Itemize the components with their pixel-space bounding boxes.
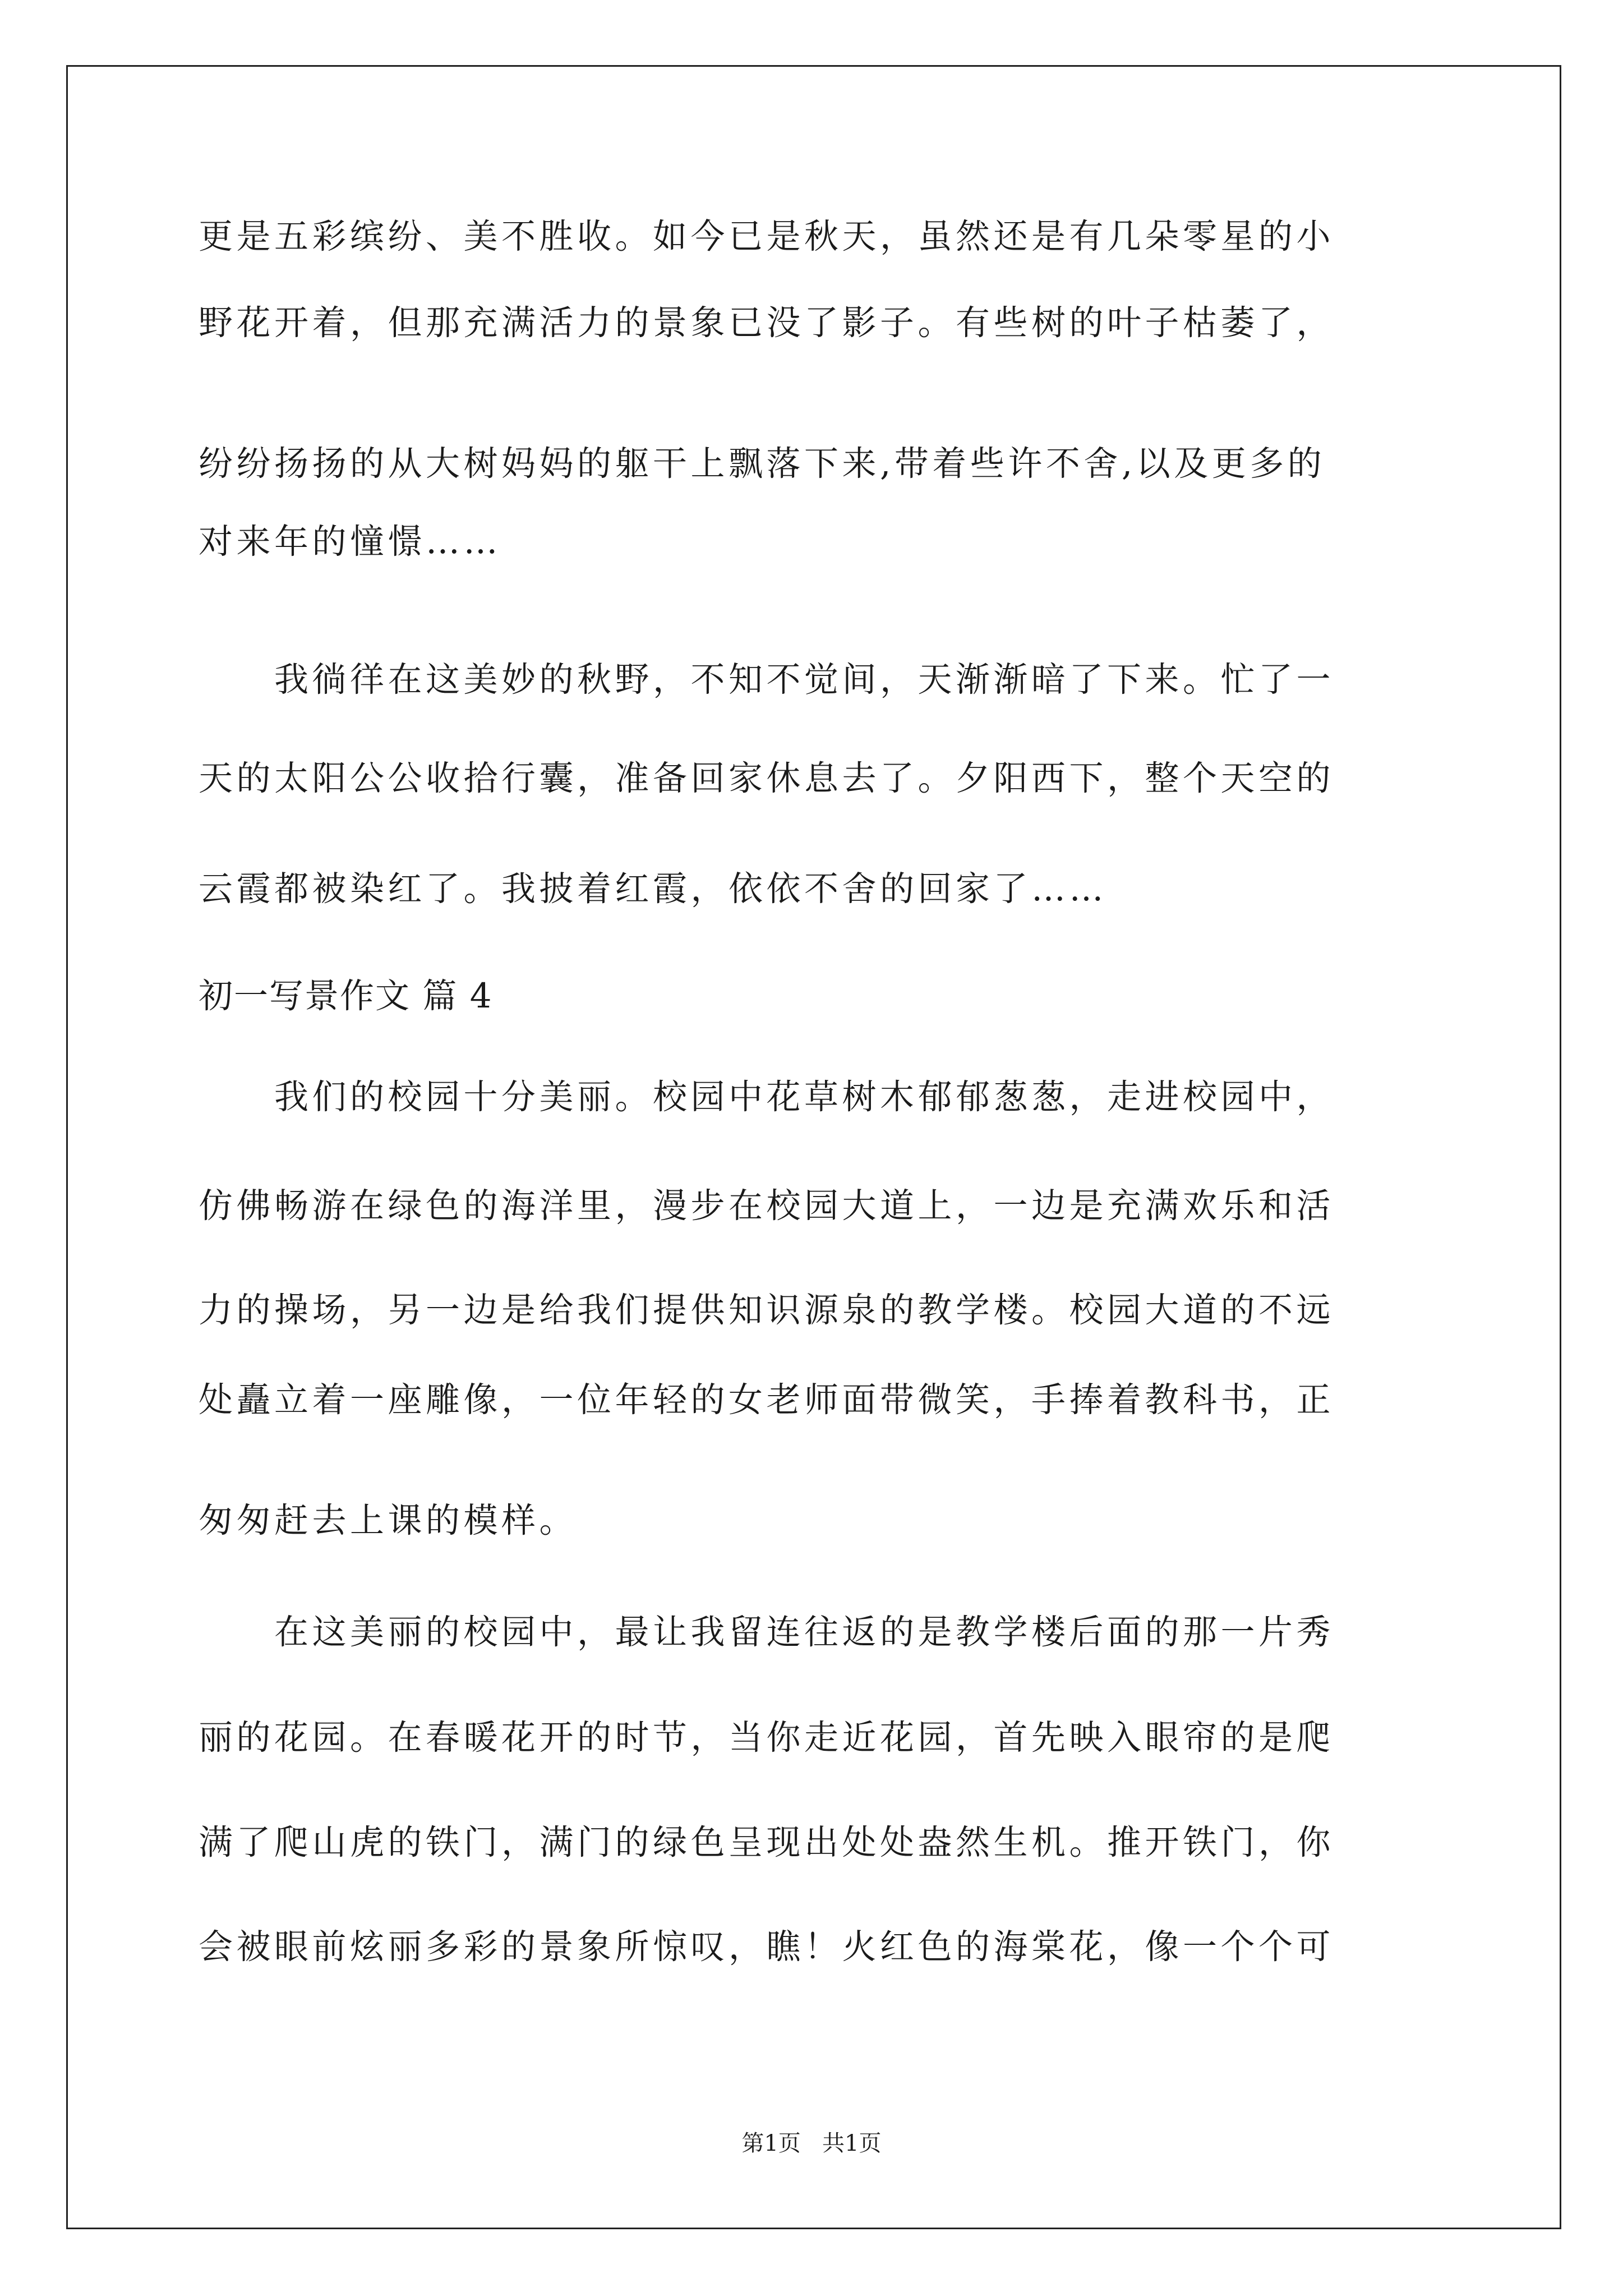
paragraph-line: 更是五彩缤纷、美不胜收。如今已是秋天，虽然还是有几朵零星的小 xyxy=(199,217,1335,256)
paragraph-line: 我徜徉在这美妙的秋野，不知不觉间，天渐渐暗了下来。忙了一 xyxy=(199,660,1335,700)
paragraph-line: 力的操场，另一边是给我们提供知识源泉的教学楼。校园大道的不远 xyxy=(199,1290,1335,1330)
paragraph-line: 对来年的憧憬…… xyxy=(199,522,502,562)
page-border xyxy=(66,65,1561,2229)
paragraph-line: 匆匆赶去上课的模样。 xyxy=(199,1501,578,1540)
paragraph-line: 我们的校园十分美丽。校园中花草树木郁郁葱葱，走进校园中， xyxy=(199,1077,1335,1117)
paragraph-line: 云霞都被染红了。我披着红霞，依依不舍的回家了…… xyxy=(199,869,1108,909)
paragraph-line: 满了爬山虎的铁门，满门的绿色呈现出处处盎然生机。推开铁门，你 xyxy=(199,1823,1335,1862)
paragraph-line: 在这美丽的校园中，最让我留连往返的是教学楼后面的那一片秀 xyxy=(199,1612,1335,1652)
paragraph-line: 丽的花园。在春暖花开的时节，当你走近花园，首先映入眼帘的是爬 xyxy=(199,1718,1335,1757)
paragraph-line: 仿佛畅游在绿色的海洋里，漫步在校园大道上，一边是充满欢乐和活 xyxy=(199,1186,1335,1226)
paragraph-line: 处矗立着一座雕像，一位年轻的女老师面带微笑，手捧着教科书，正 xyxy=(199,1380,1335,1420)
paragraph-line: 会被眼前炫丽多彩的景象所惊叹，瞧！火红色的海棠花，像一个个可 xyxy=(199,1927,1335,1967)
paragraph-line: 野花开着，但那充满活力的景象已没了影子。有些树的叶子枯萎了， xyxy=(199,303,1335,343)
paragraph-line: 天的太阳公公收拾行囊，准备回家休息去了。夕阳西下，整个天空的 xyxy=(199,758,1335,798)
section-heading: 初一写景作文 篇 4 xyxy=(199,976,493,1016)
paragraph-line: 纷纷扬扬的从大树妈妈的躯干上飘落下来,带着些许不舍,以及更多的 xyxy=(199,444,1326,484)
page-footer: 第1页 共1页 xyxy=(741,2131,882,2156)
